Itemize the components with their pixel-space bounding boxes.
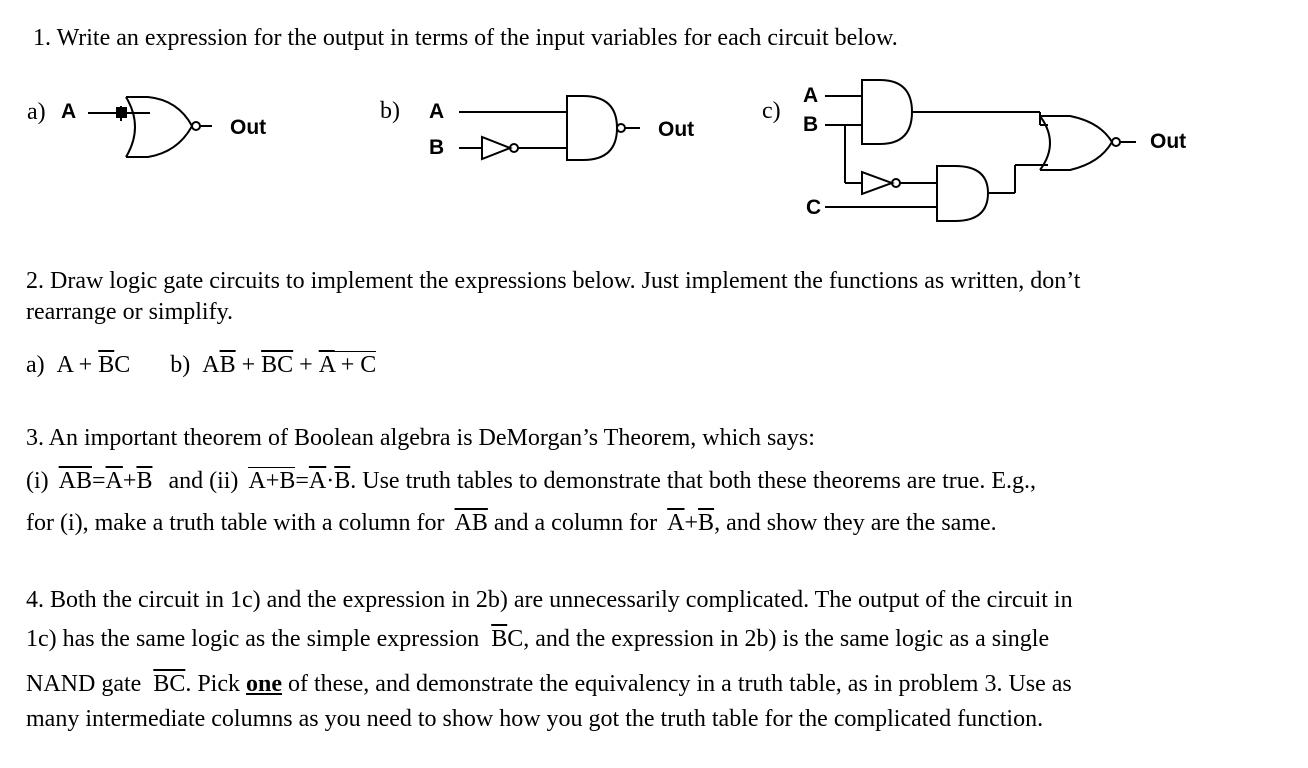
q3-i-lhs: $\overline{AB}$ <box>58 468 92 494</box>
expr-b-term3-overbar <box>319 351 377 352</box>
circuit-c-tag: c) <box>762 98 781 124</box>
q4-l2-a: 1c) has the same logic as the simple expression <box>26 626 480 652</box>
q4-l3-c: of these, and demonstrate the equivalency in a truth table, as in problem 3. Use as <box>288 671 1072 697</box>
circuit-a-output: Out <box>230 116 267 139</box>
expr-b-term2-bcbar: $\overline{BC}$ <box>261 352 294 378</box>
q2-prompt-line2: rearrange or simplify. <box>26 299 234 325</box>
q3-prompt-line2 <box>26 468 1036 495</box>
q4-line1: 4. Both the circuit in 1c) and the expression in 2b) are unnecessarily complicated. The output of the circuit in <box>26 587 1073 613</box>
q4-l2-bbar: $\overline{B}$ <box>491 626 508 652</box>
q4-l2-c: C <box>507 626 524 652</box>
expr-a-term2-bbar: $\overline{B}$ <box>98 352 115 378</box>
q3-i-rhs-plus: + <box>122 468 137 494</box>
q2-prompt-line1: 2. Draw logic gate circuits to implement the expressions below. Just implement the functions as written, don’t <box>26 268 1081 294</box>
q4-line4: many intermediate columns as you need to show how you got the truth table for the complicated function. <box>26 706 1044 732</box>
expr-b-term3-abar: $\overline{A}$ <box>318 352 335 378</box>
q3-l3-abar: $\overline{A}$ <box>667 510 685 536</box>
q3-i-rhs-a: $\overline{A}$ <box>105 468 123 494</box>
expr-b-term3-group <box>319 352 377 379</box>
circuit-c-input-b: B <box>803 113 819 136</box>
q3-l3-bbar: $\overline{B}$ <box>698 510 715 536</box>
q3-ii-lhs-a: A <box>248 468 266 494</box>
expr-a-plus: + <box>78 352 93 378</box>
q3-ii-lhs-overbar <box>248 467 295 468</box>
expr-b-term3-c: C <box>360 352 377 378</box>
q2-b-tag: b) <box>170 352 191 378</box>
q3-ii-rhs-a: $\overline{A}$ <box>308 468 327 494</box>
q3-prompt-line3 <box>26 510 997 537</box>
circuit-c-gates <box>825 80 1136 221</box>
circuit-b-output: Out <box>658 118 695 141</box>
q3-ii-lhs <box>248 468 295 495</box>
circuit-a-tag: a) <box>27 99 46 125</box>
q3-use-text: . Use truth tables to demonstrate that both these theorems are true. E.g., <box>350 468 1037 494</box>
q3-l3-a: for (i), make a truth table with a column for <box>26 510 445 536</box>
expr-b-plus1: + <box>241 352 256 378</box>
q3-ii-dot: · <box>326 468 335 494</box>
q1-circuit-diagrams <box>0 0 1308 260</box>
circuit-c-output: Out <box>1150 130 1187 153</box>
q4-line2 <box>26 626 1049 653</box>
q3-ii-rhs-b: $\overline{B}$ <box>334 468 351 494</box>
expr-a-term1: A <box>56 352 73 378</box>
circuit-a-input-a: A <box>61 100 77 123</box>
q3-and-ii: and (ii) <box>168 468 239 494</box>
expr-b-plus2: + <box>299 352 313 378</box>
q3-ii-eq: = <box>295 468 309 494</box>
q4-line3 <box>26 671 1072 698</box>
circuit-b-input-a: A <box>429 100 445 123</box>
q3-l3-plus: + <box>684 510 699 536</box>
circuit-a-gate <box>88 97 212 157</box>
q3-i-tag: (i) <box>26 468 49 494</box>
q3-l3-ab: $\overline{AB}$ <box>454 510 488 536</box>
circuit-b-gates <box>459 96 640 160</box>
q4-l3-bcbar: $\overline{BC}$ <box>153 671 186 697</box>
q4-l3-a: NAND gate <box>26 671 142 697</box>
q4-l2-b: , and the expression in 2b) is the same logic as a single <box>523 626 1050 652</box>
expr-a-term2-c: C <box>114 352 131 378</box>
circuit-b-tag: b) <box>380 98 400 124</box>
q2-a-tag: a) <box>26 352 45 378</box>
circuit-c-input-a: A <box>803 84 819 107</box>
q3-l3-b: and a column for <box>493 510 658 536</box>
q3-i-eq: = <box>92 468 106 494</box>
q3-ii-lhs-plus: + <box>265 468 280 494</box>
circuit-b-input-b: B <box>429 136 445 159</box>
expr-b-term1-a: A <box>202 352 220 378</box>
q4-l3-one: one <box>246 671 282 697</box>
q3-l3-c: , and show they are the same. <box>714 510 997 536</box>
q1-prompt: 1. Write an expression for the output in terms of the input variables for each circuit below. <box>33 25 898 51</box>
q3-i-rhs-b: $\overline{B}$ <box>136 468 153 494</box>
circuit-c-input-c: C <box>806 196 822 219</box>
q3-ii-lhs-b: B <box>279 468 296 494</box>
expr-b-term3-plus: + <box>340 352 355 378</box>
q3-prompt-line1: 3. An important theorem of Boolean algebra is DeMorgan’s Theorem, which says: <box>26 425 815 451</box>
q4-l3-b: . Pick <box>185 671 240 697</box>
expr-b-term1-bbar: $\overline{B}$ <box>219 352 236 378</box>
q2-expression-a <box>26 352 376 379</box>
